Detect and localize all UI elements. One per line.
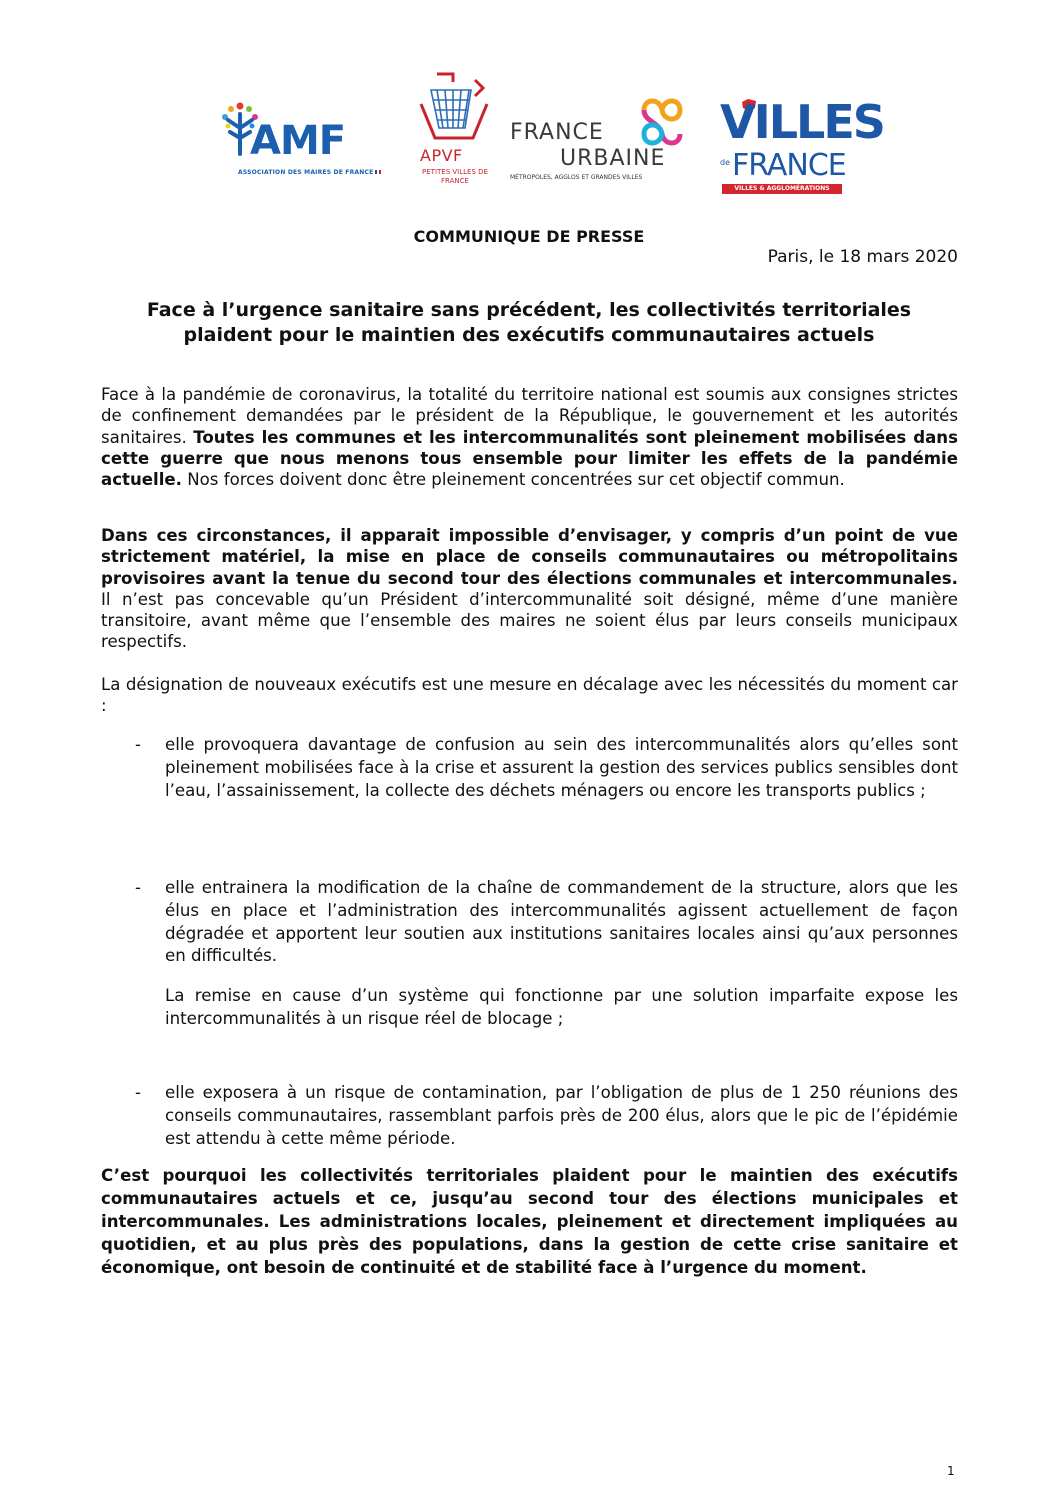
amf-subtitle: ASSOCIATION DES MAIRES DE FRANCE	[238, 169, 381, 176]
bullet-2-text: elle entrainera la modification de la chaîne de commandement de la structure, alors que les élus en place et l’administration des intercommunalités agissent actuellement de façon dégradée et apportent leur soutien aux institutions sanitaires locales ainsi qu’aux personnes en difficultés.	[165, 878, 958, 966]
bullet-marker: -	[135, 878, 141, 897]
bullet-marker: -	[135, 1083, 141, 1102]
apvf-subtitle: PETITES VILLES DE FRANCE	[422, 168, 488, 185]
press-release-label: COMMUNIQUE DE PRESSE	[413, 227, 645, 246]
bullet-1-text: elle provoquera davantage de confusion au sein des intercommunalités alors qu’elles sont pleinement mobilisées face à la crise et assurent la gestion des services publics sensibles dont l’eau, l’assainissement, la collecte des déchets ménagers ou encore les transports publics ;	[165, 735, 958, 800]
france-urbaine-logo	[510, 96, 695, 186]
list-item	[101, 877, 958, 968]
villes-de-france-subtitle: VILLES & AGGLOMÉRATIONS	[722, 184, 842, 194]
villes-wordmark: VILLES	[720, 95, 884, 149]
france-wordmark: FRANCE	[732, 148, 846, 183]
page-number: 1	[947, 1464, 955, 1478]
release-date: Paris, le 18 mars 2020	[767, 247, 958, 267]
bullet-3-text: elle exposera à un risque de contamination, par l’obligation de plus de 1 250 réunions des conseils communautaires, rassemblant parfois près de 200 élus, alors que le pic de l’épidémie est attendu à cette même période.	[165, 1083, 958, 1148]
apvf-emblem-icon	[413, 70, 493, 144]
france-urbaine-word-2: URBAINE	[560, 146, 666, 171]
paragraph-3: La désignation de nouveaux exécutifs est une mesure en décalage avec les nécessités du moment car :	[101, 675, 958, 716]
paragraph-1: Face à la pandémie de coronavirus, la totalité du territoire national est soumis aux consignes strictes de confinement demandées par le président de la République, le gouvernement et les autorités sanitaires. Toutes les communes et les intercommunalités sont pleinement mobilisées dans cette guerre que nous menons tous ensemble pour limiter les effets de la pandémie actuelle. Nos forces doivent donc être pleinement concentrées sur cet objectif commun.	[101, 385, 958, 490]
list-item	[101, 734, 958, 802]
list-item	[101, 1082, 958, 1150]
france-urbaine-knot-icon	[634, 96, 690, 148]
page-title: Face à l’urgence sanitaire sans précédent, les collectivités territoriales plaident pour le maintien des exécutifs communautaires actuels	[146, 299, 912, 346]
apvf-logo	[410, 70, 495, 198]
amf-logo	[218, 96, 393, 186]
bullet-2-followup: La remise en cause d’un système qui fonctionne par une solution imparfaite expose les intercommunalités à un risque réel de blocage ;	[165, 986, 958, 1028]
conclusion-paragraph: C’est pourquoi les collectivités territoriales plaident pour le maintien des exécutifs communautaires actuels et ce, jusqu’au second tour des élections municipales et intercommunales. Les administrations locales, pleinement et directement impliquées au quotidien, et au plus près des populations, dans la gestion de cette crise sanitaire et économique, ont besoin de continuité et de stabilité face à l’urgence du moment.	[101, 1166, 958, 1277]
france-urbaine-subtitle: MÉTROPOLES, AGGLOS ET GRANDES VILLES	[510, 174, 643, 181]
paragraph-2: Dans ces circonstances, il apparait impossible d’envisager, y compris d’un point de vue strictement matériel, la mise en place de conseils communautaires ou métropolitains provisoires avant la tenue du second tour des élections communales et intercommunales. Il n’est pas concevable qu’un Président d’intercommunalité soit désigné, même d’une manière transitoire, avant même que l’ensemble des maires ne soient élus par leurs conseils municipaux respectifs.	[101, 526, 958, 652]
amf-wordmark: AMF	[250, 118, 346, 164]
apvf-wordmark: APVF	[420, 146, 463, 165]
france-urbaine-word-1: FRANCE	[510, 120, 604, 145]
villes-de-word: de	[720, 158, 730, 167]
french-flag-icon	[375, 170, 381, 174]
bullet-marker: -	[135, 735, 141, 754]
logo-strip	[0, 66, 1058, 206]
villes-de-france-logo	[718, 95, 884, 196]
